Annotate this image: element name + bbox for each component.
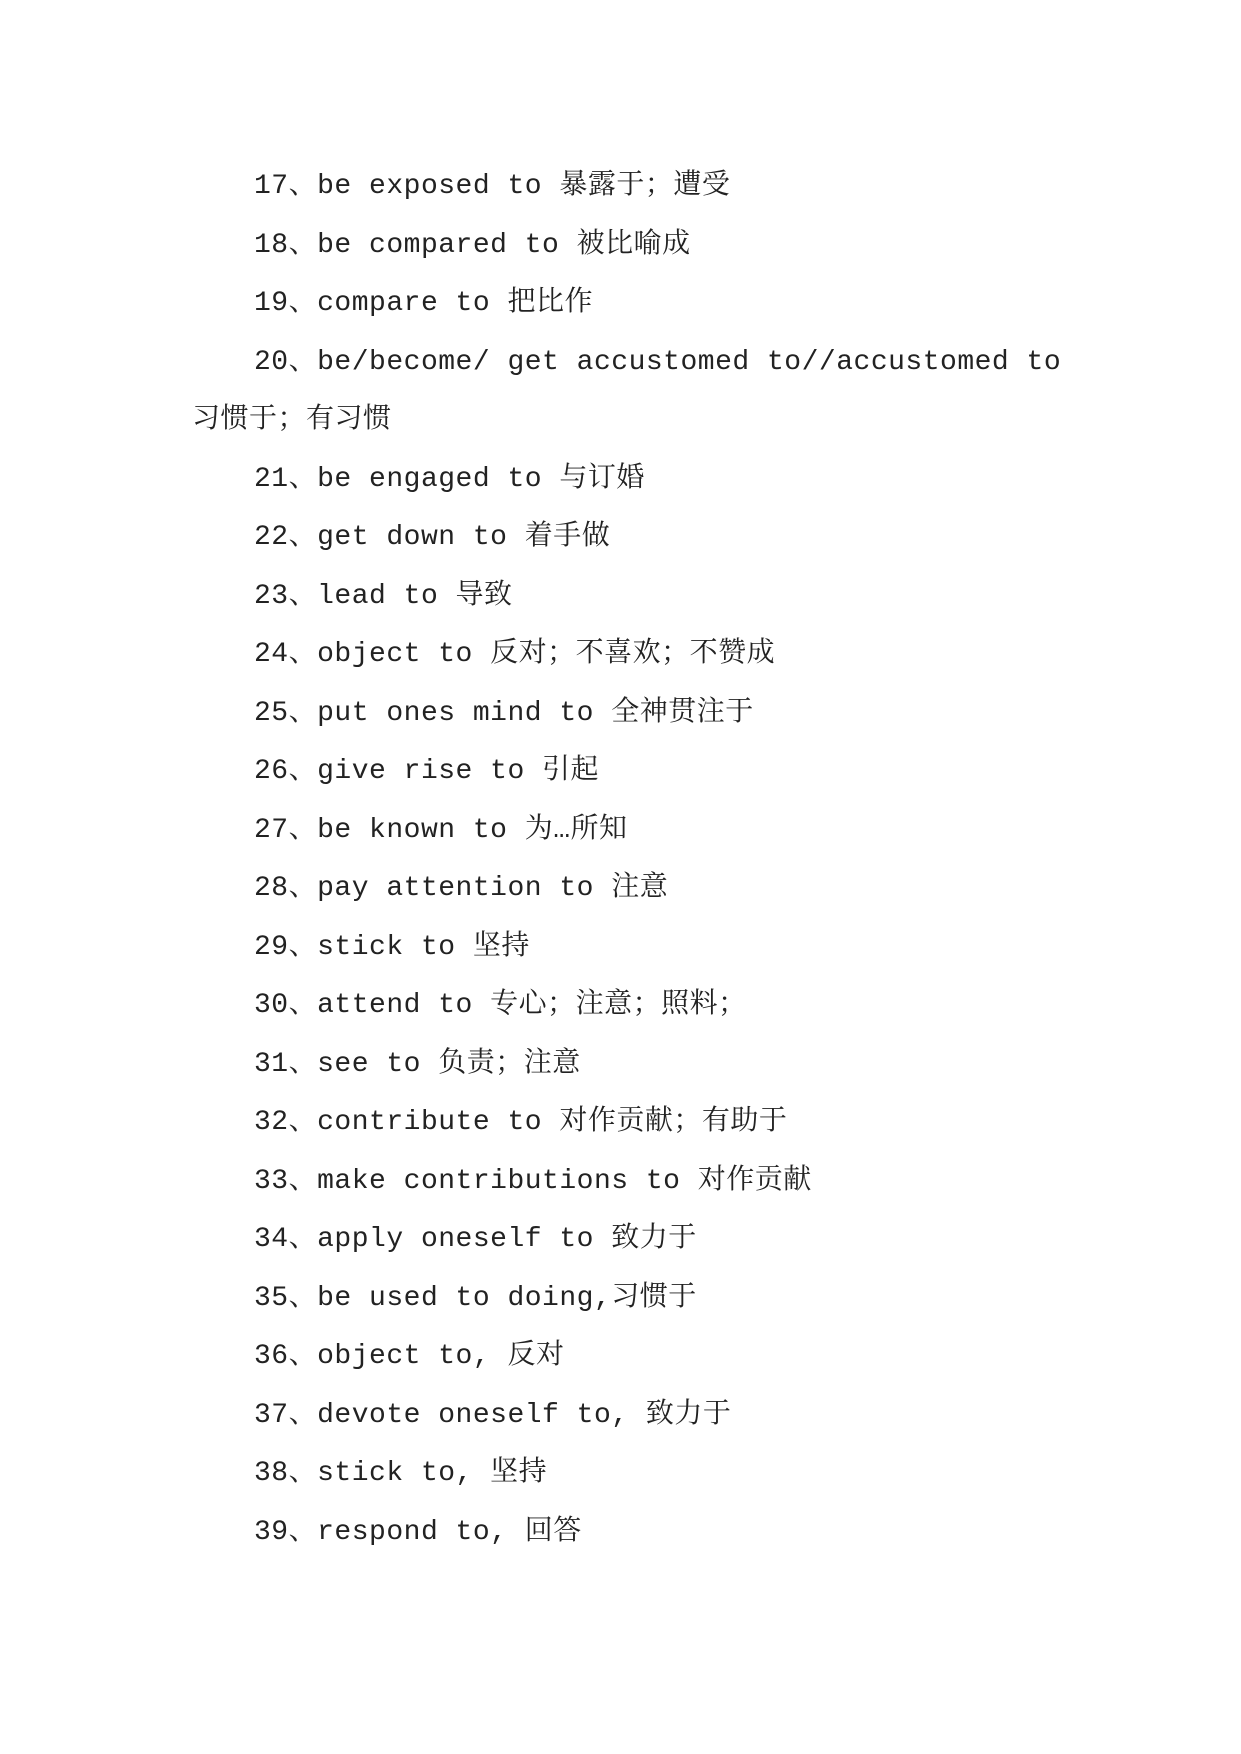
list-item (192, 1153, 1052, 1212)
list-item (192, 860, 1052, 919)
list-item (192, 158, 1052, 217)
item-number: 18 (254, 229, 289, 261)
item-text: attend to 专心；注意；照料； (317, 990, 747, 1021)
item-text: be/become/ get accustomed to//accustomed to (317, 346, 1062, 378)
item-number: 26 (254, 756, 289, 787)
item-text: apply oneself to 致力于 (317, 1224, 697, 1255)
item-text: devote oneself to, 致力于 (317, 1399, 732, 1431)
item-text: lead to 导致 (317, 580, 513, 612)
item-separator: 、 (288, 756, 318, 787)
item-separator: 、 (288, 1048, 318, 1080)
list-item (192, 977, 1052, 1036)
item-separator: 、 (288, 288, 318, 319)
item-separator: 、 (288, 580, 318, 612)
item-text: stick to 坚持 (317, 931, 530, 963)
item-separator: 、 (288, 1282, 318, 1314)
item-number: 29 (254, 931, 289, 963)
list-item-line (192, 334, 1062, 393)
list-item (192, 217, 1052, 276)
item-text: be exposed to 暴露于；遭受 (317, 171, 731, 202)
item-text: be engaged to 与订婚 (317, 463, 645, 495)
list-item (192, 1387, 1052, 1446)
item-number: 23 (254, 580, 289, 612)
item-separator: 、 (288, 229, 318, 261)
item-number: 19 (254, 288, 289, 319)
item-text: object to 反对；不喜欢；不赞成 (317, 639, 776, 670)
phrase-list (192, 158, 1062, 1562)
item-text: be compared to 被比喻成 (317, 229, 691, 261)
item-number: 36 (254, 1341, 289, 1372)
item-number: 28 (254, 873, 289, 904)
list-item (192, 1445, 1052, 1504)
item-number: 22 (254, 522, 289, 553)
item-number: 34 (254, 1224, 289, 1255)
item-number: 35 (254, 1282, 289, 1314)
item-text: object to, 反对 (317, 1341, 565, 1372)
item-separator: 、 (288, 1107, 318, 1138)
list-item (192, 919, 1052, 978)
item-separator: 、 (288, 1224, 318, 1255)
item-number: 21 (254, 463, 289, 495)
list-item (192, 568, 1052, 627)
item-separator: 、 (288, 1516, 318, 1548)
list-item (192, 1094, 1052, 1153)
item-text: be used to doing,习惯于 (317, 1282, 697, 1314)
item-text: contribute to 对作贡献；有助于 (317, 1107, 788, 1138)
item-number: 24 (254, 639, 289, 670)
item-number: 37 (254, 1399, 289, 1431)
item-separator: 、 (288, 697, 318, 729)
item-text: make contributions to 对作贡献 (317, 1165, 812, 1197)
list-item (192, 802, 1052, 861)
item-text: get down to 着手做 (317, 522, 611, 553)
item-separator: 、 (288, 873, 318, 904)
item-text: put ones mind to 全神贯注于 (317, 697, 754, 729)
list-item (192, 1270, 1052, 1329)
item-separator: 、 (288, 346, 318, 378)
item-number: 31 (254, 1048, 289, 1080)
item-separator: 、 (288, 1458, 318, 1489)
item-separator: 、 (288, 814, 318, 846)
item-separator: 、 (288, 522, 318, 553)
item-number: 39 (254, 1516, 289, 1548)
item-number: 27 (254, 814, 289, 846)
list-item (192, 334, 1062, 451)
item-text: stick to, 坚持 (317, 1458, 548, 1489)
item-text: compare to 把比作 (317, 288, 593, 319)
list-item (192, 509, 1052, 568)
item-separator: 、 (288, 1165, 318, 1197)
item-text: be known to 为…所知 (317, 814, 628, 846)
item-separator: 、 (288, 171, 318, 202)
item-text: pay attention to 注意 (317, 873, 669, 904)
item-number: 25 (254, 697, 289, 729)
item-number: 20 (254, 346, 289, 378)
item-text: see to 负责；注意 (317, 1048, 581, 1080)
list-item (192, 451, 1052, 510)
item-number: 32 (254, 1107, 289, 1138)
list-item (192, 685, 1052, 744)
list-item (192, 1504, 1052, 1563)
list-item (192, 1328, 1052, 1387)
item-number: 38 (254, 1458, 289, 1489)
item-separator: 、 (288, 1399, 318, 1431)
item-separator: 、 (288, 463, 318, 495)
item-separator: 、 (288, 639, 318, 670)
list-item (192, 1036, 1052, 1095)
item-separator: 、 (288, 1341, 318, 1372)
list-item (192, 275, 1052, 334)
item-text: give rise to 引起 (317, 756, 600, 787)
item-number: 30 (254, 990, 289, 1021)
item-number: 17 (254, 171, 289, 202)
item-text: respond to, 回答 (317, 1516, 582, 1548)
item-separator: 、 (288, 990, 318, 1021)
item-text-continuation: 习惯于；有习惯 (192, 405, 392, 436)
list-item (192, 1211, 1052, 1270)
item-number: 33 (254, 1165, 289, 1197)
list-item (192, 743, 1052, 802)
item-separator: 、 (288, 931, 318, 963)
list-item (192, 626, 1052, 685)
